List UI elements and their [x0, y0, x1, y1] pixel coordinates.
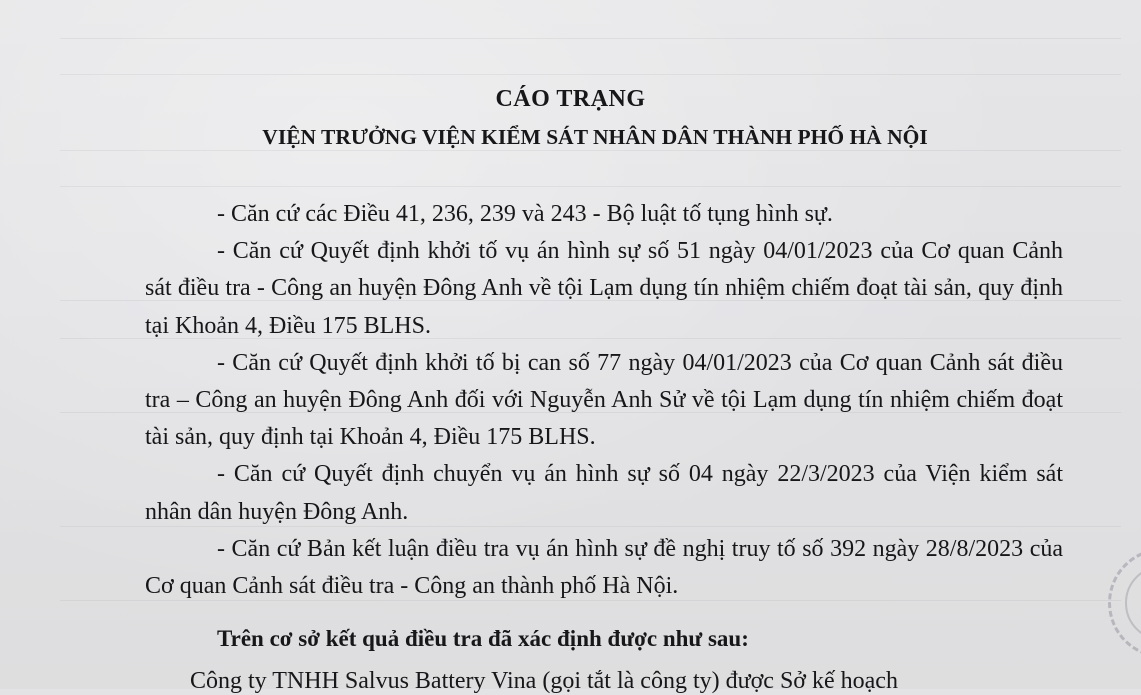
document-subtitle: VIỆN TRƯỞNG VIỆN KIỂM SÁT NHÂN DÂN THÀNH PHỐ HÀ NỘI: [262, 125, 928, 149]
legal-basis-paragraph: - Căn cứ Bản kết luận điều tra vụ án hình sự đề nghị truy tố số 392 ngày 28/8/2023 của Cơ quan Cảnh sát điều tra - Công an thành phố Hà Nội.: [145, 535, 1063, 600]
legal-basis-paragraph: - Căn cứ các Điều 41, 236, 239 và 243 - Bộ luật tố tụng hình sự.: [217, 201, 833, 227]
official-seal: [1108, 548, 1141, 658]
cut-off-text-line: Công ty TNHH Salvus Battery Vina (gọi tắt là công ty) được Sở kế hoạch: [190, 668, 898, 694]
bleed-through-line: [60, 186, 1121, 187]
legal-basis-paragraph: - Căn cứ Quyết định khởi tố vụ án hình sự số 51 ngày 04/01/2023 của Cơ quan Cảnh sát điều tra - Công an huyện Đông Anh về tội Lạm dụng tín nhiệm chiếm đoạt tài sản, quy định tại Khoản 4, Điều 175 BLHS.: [145, 238, 1063, 339]
bleed-through-line: [60, 38, 1121, 39]
official-seal-inner-ring: [1125, 565, 1141, 641]
bleed-through-line: [60, 74, 1121, 75]
document-body: [145, 196, 1063, 605]
legal-basis-paragraph: - Căn cứ Quyết định khởi tố bị can số 77 ngày 04/01/2023 của Cơ quan Cảnh sát điều tra – Công an huyện Đông Anh đối với Nguyễn Anh Sử về tội Lạm dụng tín nhiệm chiếm đoạt tài sản, quy định tại Khoản 4, Điều 175 BLHS.: [145, 349, 1063, 451]
legal-basis-paragraph: - Căn cứ Quyết định chuyển vụ án hình sự số 04 ngày 22/3/2023 của Viện kiểm sát nhân dân huyện Đông Anh.: [145, 461, 1063, 525]
document-title: CÁO TRẠNG: [495, 86, 646, 112]
bleed-through-line: [60, 150, 1121, 151]
conclusion-heading: Trên cơ sở kết quả điều tra đã xác định được như sau:: [217, 626, 749, 651]
